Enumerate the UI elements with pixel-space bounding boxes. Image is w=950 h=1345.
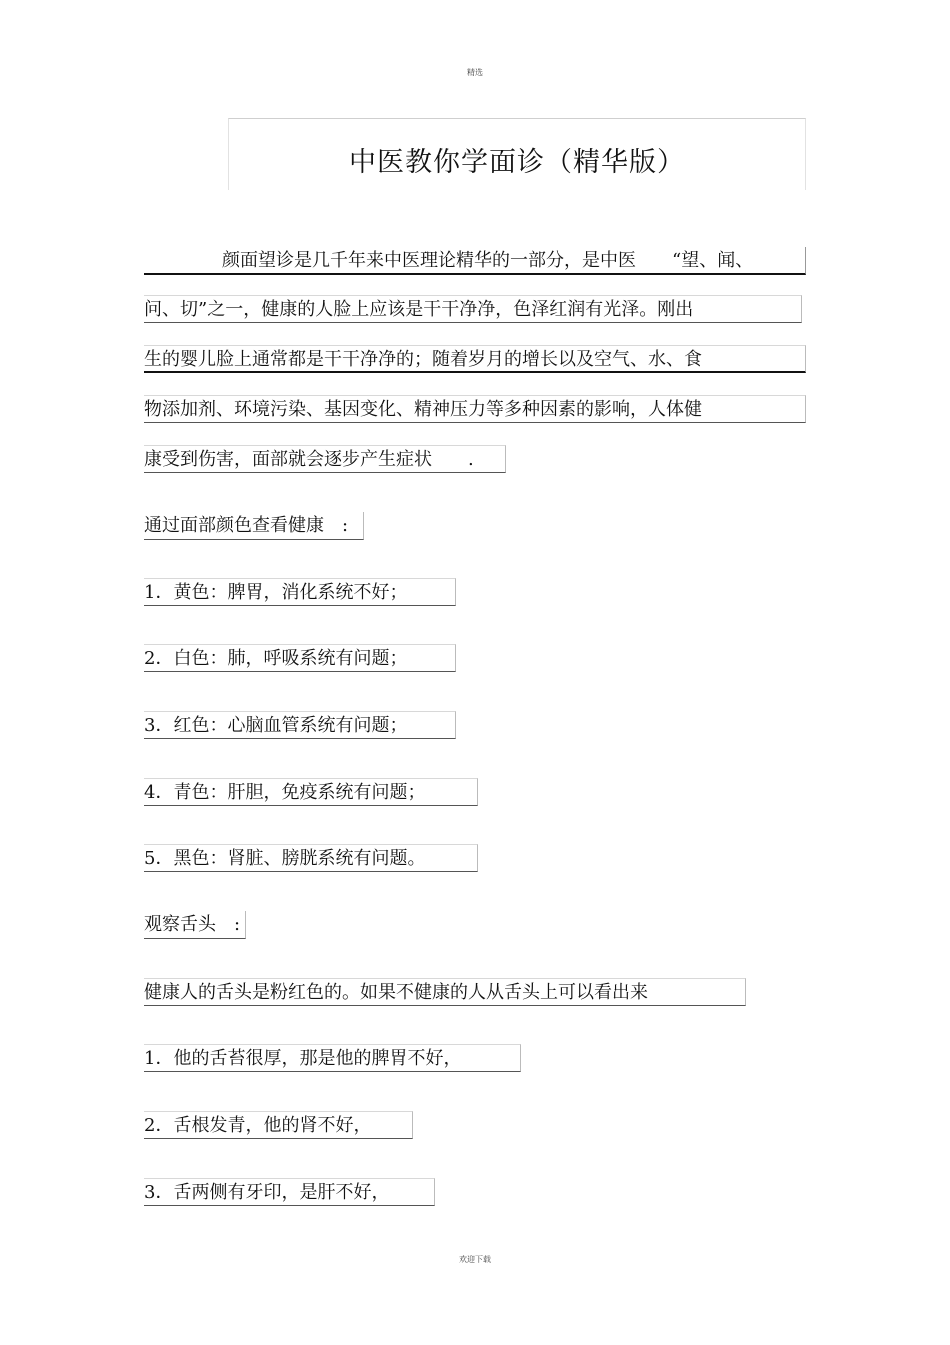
intro-line-3: 生的婴儿脸上通常都是干干净净的；随着岁月的增长以及空气、水、食 — [144, 345, 806, 373]
face-item-3: 3．红色：心脑血管系统有问题； — [144, 711, 456, 739]
page-footer: 欢迎下载 — [459, 1255, 491, 1264]
face-item-4: 4．青色：肝胆，免疫系统有问题； — [144, 778, 478, 806]
intro-line-1: 颜面望诊是几千年来中医理论精华的一部分，是中医 “望、闻、 — [144, 247, 806, 275]
tongue-intro: 健康人的舌头是粉红色的。如果不健康的人从舌头上可以看出来 — [144, 978, 746, 1006]
intro-line-5: 康受到伤害，面部就会逐步产生症状 . — [144, 445, 506, 473]
tongue-item-3: 3．舌两侧有牙印，是肝不好， — [144, 1178, 435, 1206]
intro-line-4: 物添加剂、环境污染、基因变化、精神压力等多种因素的影响，人体健 — [144, 395, 806, 423]
section-heading-tongue: 观察舌头 : — [144, 911, 246, 939]
tongue-item-1: 1．他的舌苔很厚，那是他的脾胃不好， — [144, 1044, 521, 1072]
tongue-item-2: 2．舌根发青，他的肾不好， — [144, 1111, 413, 1139]
intro-line-2: 问、切”之一，健康的人脸上应该是干干净净，色泽红润有光泽。刚出 — [144, 295, 802, 323]
page-header: 精选 — [467, 68, 483, 77]
face-item-1: 1．黄色：脾胃，消化系统不好； — [144, 578, 456, 606]
document-title: 中医教你学面诊（精华版） — [349, 147, 685, 178]
face-item-5: 5．黑色：肾脏、膀胱系统有问题。 — [144, 844, 478, 872]
section-heading-face: 通过面部颜色查看健康 : — [144, 512, 364, 540]
face-item-2: 2．白色：肺，呼吸系统有问题； — [144, 644, 456, 672]
